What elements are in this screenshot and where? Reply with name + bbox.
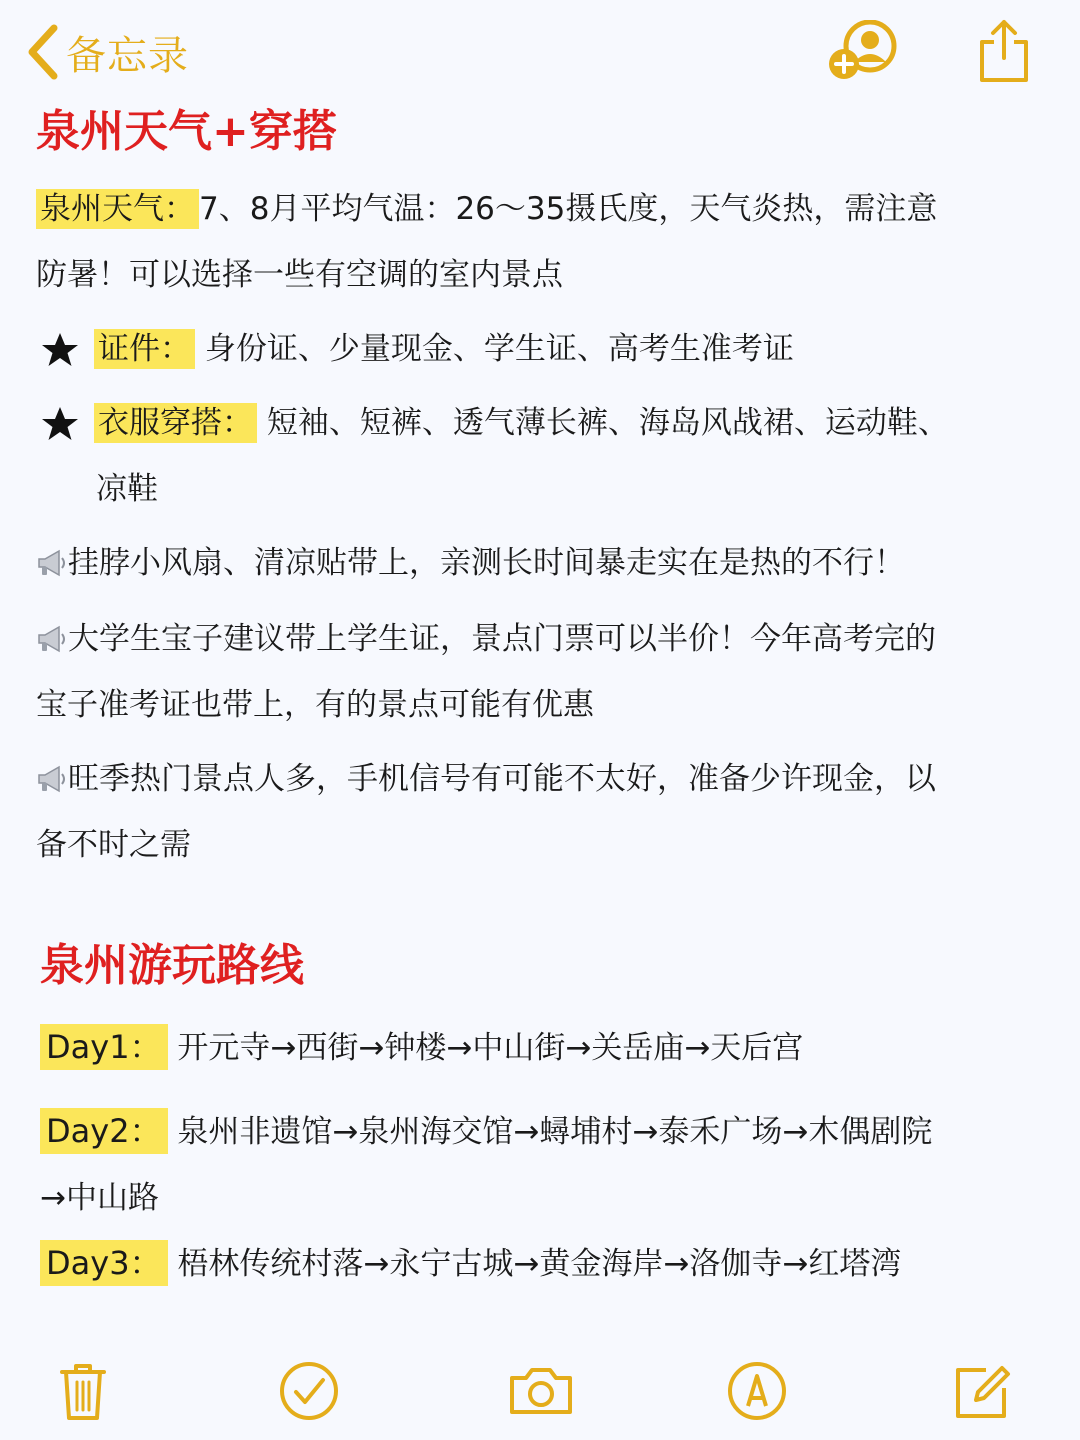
day3-label: Day3： — [40, 1240, 168, 1286]
tip1-text: 挂脖小风扇、清凉贴带上，亲测长时间暴走实在是热的不行！ — [68, 545, 905, 581]
day2-label: Day2： — [40, 1108, 168, 1154]
day3-row — [40, 1230, 1040, 1297]
clothes-line1: 短袖、短裤、透气薄长裤、海岛风战裙、运动鞋、 — [266, 405, 949, 441]
pen-markup-icon — [724, 1358, 790, 1424]
tip-cash — [36, 746, 1036, 878]
compose-button[interactable] — [950, 1358, 1016, 1424]
section-title-weather: 泉州天气+穿搭 — [36, 106, 337, 157]
camera-button[interactable] — [508, 1358, 574, 1424]
docs-label: 证件： — [94, 329, 195, 369]
day2-row — [40, 1098, 1040, 1231]
docs-item — [40, 316, 1040, 382]
megaphone-icon — [36, 548, 68, 578]
back-button[interactable] — [26, 22, 189, 82]
checklist-button[interactable] — [276, 1358, 342, 1424]
day1-row — [40, 1014, 1040, 1081]
add-person-icon — [826, 20, 904, 82]
clothes-label: 衣服穿搭： — [94, 403, 257, 443]
tip2-line2: 宝子准考证也带上，有的景点可能有优惠 — [36, 687, 594, 723]
clothes-line2: 凉鞋 — [96, 471, 158, 507]
top-bar — [0, 0, 1080, 100]
trash-icon — [50, 1358, 116, 1424]
delete-button[interactable] — [50, 1358, 116, 1424]
weather-line1: 7、8月平均气温：26～35摄氏度，天气炎热，需注意 — [199, 191, 938, 227]
back-label: 备忘录 — [66, 32, 189, 79]
weather-line2: 防暑！可以选择一些有空调的室内景点 — [36, 257, 563, 293]
star-icon — [40, 405, 80, 443]
markup-button[interactable] — [724, 1358, 790, 1424]
tip-student-card — [36, 606, 1036, 738]
export-button[interactable] — [974, 18, 1034, 84]
megaphone-icon — [36, 624, 68, 654]
day1-route: 开元寺→西街→钟楼→中山街→关岳庙→天后宫 — [177, 1030, 804, 1066]
tip-fan — [36, 530, 1036, 596]
chevron-left-icon — [26, 24, 60, 80]
weather-label: 泉州天气： — [36, 189, 199, 229]
tip3-line1: 旺季热门景点人多，手机信号有可能不太好，准备少许现金，以 — [68, 761, 936, 797]
section-title-route: 泉州游玩路线 — [40, 940, 304, 991]
day2-line2: →中山路 — [40, 1180, 159, 1216]
tip2-line1: 大学生宝子建议带上学生证，景点门票可以半价！今年高考完的 — [68, 621, 936, 657]
day2-line1: 泉州非遗馆→泉州海交馆→蟳埔村→泰禾广场→木偶剧院 — [177, 1114, 933, 1150]
star-icon — [40, 331, 80, 369]
tip3-line2: 备不时之需 — [36, 827, 191, 863]
megaphone-icon — [36, 764, 68, 794]
bottom-toolbar — [0, 1340, 1080, 1440]
camera-icon — [508, 1358, 574, 1424]
weather-paragraph — [36, 176, 1036, 308]
share-icon — [974, 18, 1034, 84]
clothes-item — [40, 390, 1040, 522]
docs-text: 身份证、少量现金、学生证、高考生准考证 — [204, 331, 794, 367]
checklist-icon — [276, 1358, 342, 1424]
day3-route: 梧林传统村落→永宁古城→黄金海岸→洛伽寺→红塔湾 — [177, 1246, 902, 1282]
day1-label: Day1： — [40, 1024, 168, 1070]
compose-icon — [950, 1358, 1016, 1424]
share-person-button[interactable] — [826, 20, 904, 82]
